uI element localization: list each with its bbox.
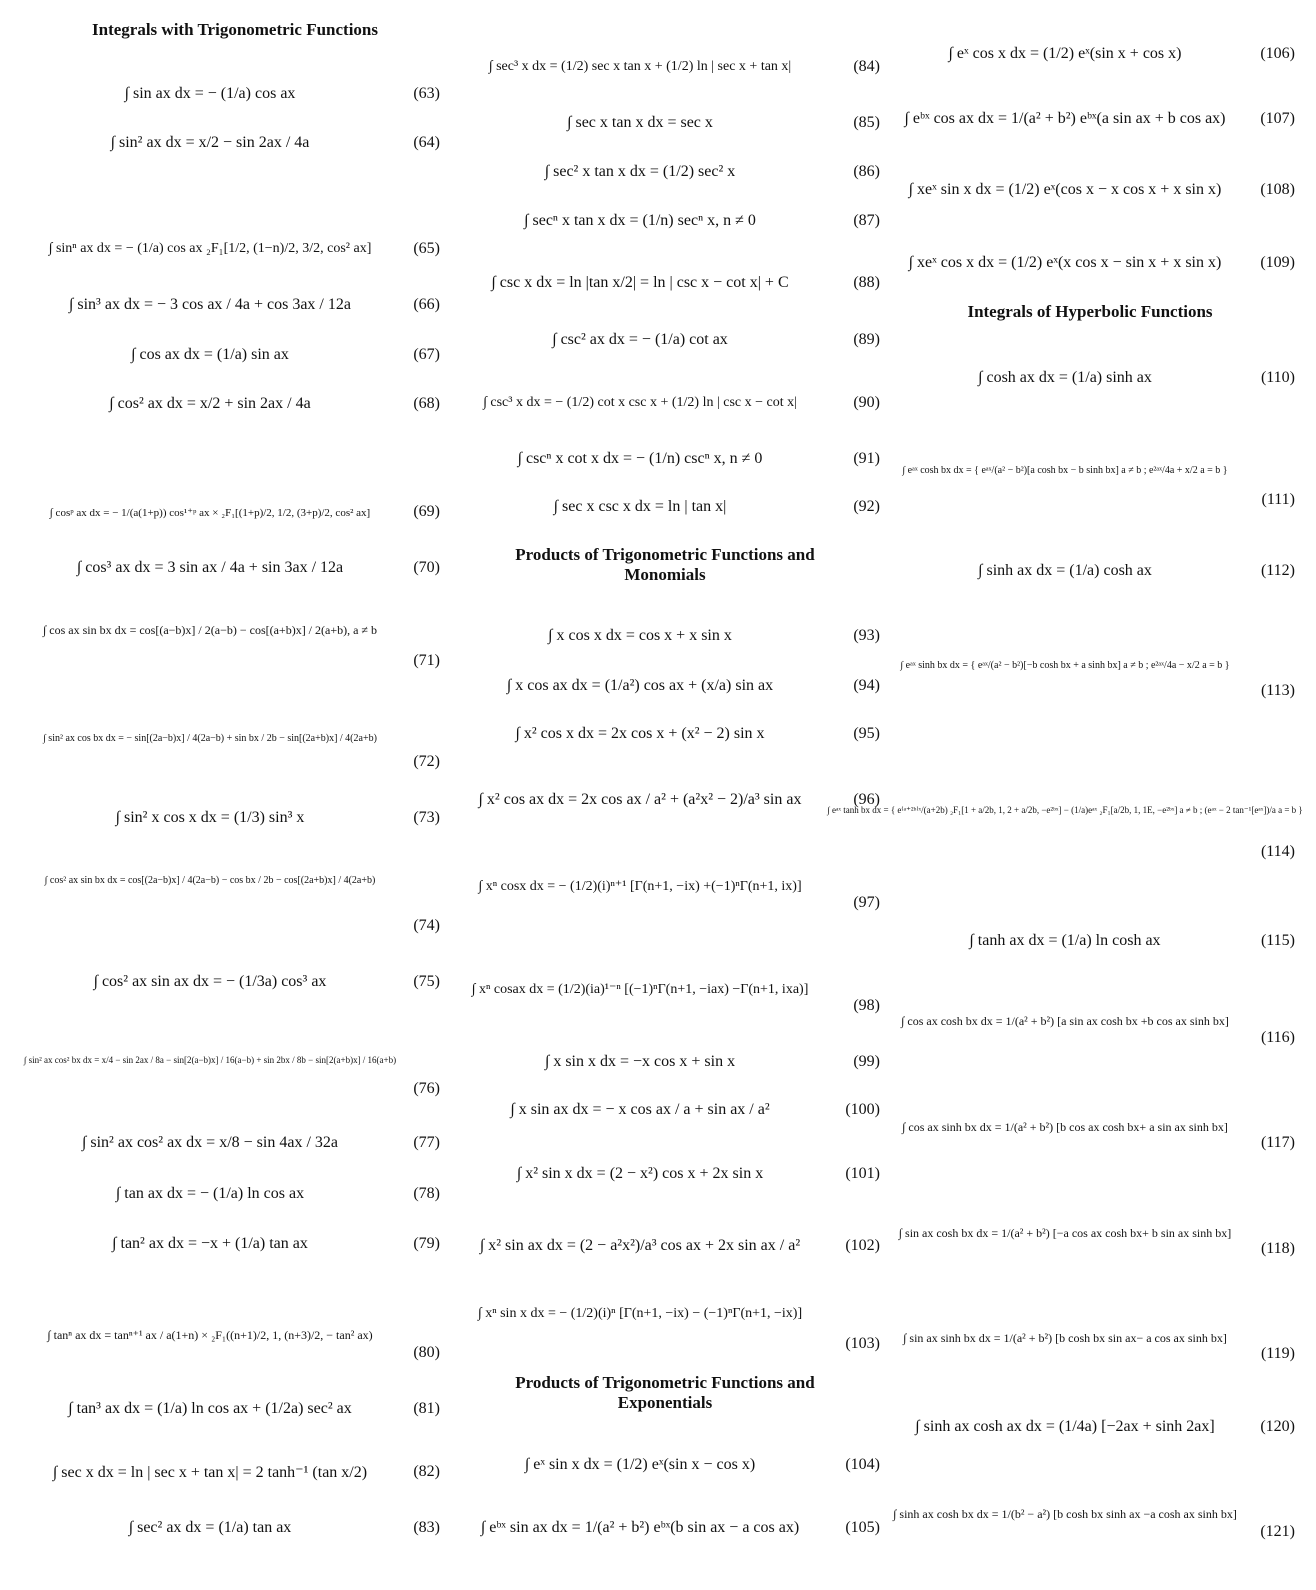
equation-expression: ∫ sinh ax cosh ax dx = (1/4a) [−2ax + sinh 2ax] <box>915 1418 1215 1435</box>
equation-number: (75) <box>413 973 440 990</box>
equation-85 <box>450 109 880 137</box>
equation-expression: ∫ sinh ax cosh bx dx = 1/(b² − a²) [b cosh bx sinh ax −a cosh ax sinh bx] <box>893 1506 1237 1521</box>
equation-87 <box>450 207 880 235</box>
equation-63 <box>30 80 440 108</box>
equation-number: (102) <box>845 1237 880 1254</box>
equation-expression: ∫ csc³ x dx = − (1/2) cot x csc x + (1/2) ln | csc x − cot x| <box>483 395 797 410</box>
equation-expression: ∫ sinh ax dx = (1/a) cosh ax <box>978 562 1152 579</box>
equation-expression: ∫ eᵇˣ cos ax dx = 1/(a² + b²) eᵇˣ(a sin ax + b cos ax) <box>904 110 1226 127</box>
equation-number: (66) <box>413 296 440 313</box>
equation-number: (89) <box>853 331 880 348</box>
equation-number: (104) <box>845 1456 880 1473</box>
equation-expression: ∫ eˣ cos x dx = (1/2) eˣ(sin x + cos x) <box>948 45 1182 62</box>
equation-92 <box>450 493 880 521</box>
equation-expression: ∫ xeˣ cos x dx = (1/2) eˣ(x cos x − sin x + x sin x) <box>908 254 1222 271</box>
equation-number: (119) <box>1260 1345 1295 1362</box>
equation-number: (101) <box>845 1165 880 1182</box>
equation-100 <box>450 1096 880 1124</box>
equation-expression: ∫ x sin ax dx = − x cos ax / a + sin ax / a² <box>510 1101 770 1118</box>
equation-expression: ∫ cos³ ax dx = 3 sin ax / 4a + sin 3ax / 12a <box>76 559 344 576</box>
equation-107 <box>885 105 1295 133</box>
equation-number: (86) <box>853 163 880 180</box>
equation-expression: ∫ eˣ sin x dx = (1/2) eˣ(sin x − cos x) <box>524 1456 756 1473</box>
equation-67 <box>30 341 440 369</box>
equation-number: (77) <box>413 1134 440 1151</box>
equation-number: (79) <box>413 1235 440 1252</box>
equation-66 <box>30 291 440 319</box>
equation-77 <box>30 1129 440 1157</box>
equation-expression: ∫ sin² x cos x dx = (1/3) sin³ x <box>115 809 305 826</box>
equation-expression: ∫ sin² ax dx = x/2 − sin 2ax / 4a <box>110 134 310 151</box>
equation-number: (67) <box>413 346 440 363</box>
equation-expression: ∫ x² cos ax dx = 2x cos ax / a² + (a²x² − 2)/a³ sin ax <box>478 791 802 808</box>
equation-expression: ∫ sin² ax cos bx dx = − sin[(2a−b)x] / 4(2a−b) + sin bx / 2b − sin[(2a+b)x] / 4(2a+b) <box>43 732 377 744</box>
equation-expression: ∫ sin ax dx = − (1/a) cos ax <box>124 85 296 102</box>
equation-expression: ∫ xⁿ cosax dx = (1/2)(ia)¹⁻ⁿ [(−1)ⁿΓ(n+1, −iax) −Γ(n+1, ixa)] <box>471 981 809 997</box>
equation-expression: ∫ eᵃˣ cosh bx dx = { eᵃˣ/(a² − b²)[a cosh bx − b sinh bx] a ≠ b ; e²ᵃˣ/4a + x/2 a = b } <box>902 464 1228 476</box>
heading-hyperbolic: Integrals of Hyperbolic Functions <box>967 302 1213 321</box>
equation-number: (87) <box>853 212 880 229</box>
equation-number: (112) <box>1260 562 1295 579</box>
equation-74 <box>30 866 440 894</box>
equation-expression: ∫ cos² ax sin bx dx = cos[(2a−b)x] / 4(2a−b) − cos bx / 2b − cos[(2a+b)x] / 4(2a+b) <box>44 874 376 886</box>
equation-number: (90) <box>853 394 880 411</box>
equation-117 <box>885 1113 1295 1141</box>
equation-91 <box>450 445 880 473</box>
equation-number: (80) <box>413 1344 440 1361</box>
equation-expression: ∫ cosᵖ ax dx = − 1/(a(1+p)) cos¹⁺ᵖ ax × ₂F₁[(1+p)/2, 1/2, (3+p)/2, cos² ax] <box>49 506 371 519</box>
equation-expression: ∫ sec x csc x dx = ln | tan x| <box>553 498 727 515</box>
equation-expression: ∫ cos² ax sin ax dx = − (1/3a) cos³ ax <box>93 973 327 990</box>
equation-number: (97) <box>853 894 880 911</box>
equation-number: (95) <box>853 725 880 742</box>
equation-73 <box>30 804 440 832</box>
equation-98 <box>450 975 880 1003</box>
equation-expression: ∫ cos ax cosh bx dx = 1/(a² + b²) [a sin ax cosh bx +b cos ax sinh bx] <box>901 1013 1229 1028</box>
equation-68 <box>30 390 440 418</box>
equation-number: (105) <box>845 1519 880 1536</box>
equation-expression: ∫ sin ax cosh bx dx = 1/(a² + b²) [−a cos ax cosh bx+ b sin ax sinh bx] <box>898 1225 1232 1240</box>
equation-78 <box>30 1180 440 1208</box>
equation-number: (115) <box>1260 932 1295 949</box>
equation-106 <box>885 40 1295 68</box>
equation-expression: ∫ tan ax dx = − (1/a) ln cos ax <box>115 1185 305 1202</box>
equation-104 <box>450 1451 880 1479</box>
equation-expression: ∫ sin² ax cos² bx dx = x/4 − sin 2ax / 8a − sin[2(a−b)x] / 16(a−b) + sin 2bx / 8b − sin[2(a+b)x] / 16(a+b) <box>23 1055 397 1065</box>
equation-101 <box>450 1160 880 1188</box>
equation-number: (71) <box>413 652 440 669</box>
equation-number: (85) <box>853 114 880 131</box>
equation-expression: ∫ tanh ax dx = (1/a) ln cosh ax <box>969 932 1161 949</box>
equation-number: (76) <box>413 1080 440 1097</box>
equation-number: (73) <box>413 809 440 826</box>
equation-expression: ∫ cos² ax dx = x/2 + sin 2ax / 4a <box>109 395 311 412</box>
equation-number: (74) <box>413 917 440 934</box>
equation-number: (100) <box>845 1101 880 1118</box>
equation-number: (107) <box>1260 110 1295 127</box>
equation-expression: ∫ cosh ax dx = (1/a) sinh ax <box>978 369 1152 386</box>
equation-102 <box>450 1232 880 1260</box>
equation-expression: ∫ cos ax sinh bx dx = 1/(a² + b²) [b cos ax cosh bx+ a sin ax sinh bx] <box>902 1119 1228 1134</box>
equation-number: (99) <box>853 1053 880 1070</box>
equation-number: (109) <box>1260 254 1295 271</box>
equation-expression: ∫ x cos ax dx = (1/a²) cos ax + (x/a) sin ax <box>506 677 774 694</box>
equation-96 <box>450 786 880 814</box>
equation-number: (65) <box>413 240 440 257</box>
equation-number: (110) <box>1260 369 1295 386</box>
equation-89 <box>450 326 880 354</box>
equation-number: (72) <box>413 753 440 770</box>
equation-expression: ∫ sec x tan x dx = sec x <box>567 114 713 131</box>
equation-94 <box>450 672 880 700</box>
equation-number: (118) <box>1260 1240 1295 1257</box>
equation-number: (68) <box>413 395 440 412</box>
equation-79 <box>30 1230 440 1258</box>
equation-number: (96) <box>853 791 880 808</box>
equation-69 <box>30 498 440 526</box>
equation-115 <box>885 927 1295 955</box>
heading-trig-monomials: Products of Trigonometric Functions and Monomials <box>515 545 815 584</box>
equation-72 <box>30 724 440 752</box>
equation-expression: ∫ x² cos x dx = 2x cos x + (x² − 2) sin x <box>515 725 765 742</box>
equation-64 <box>30 129 440 157</box>
equation-97 <box>450 872 880 900</box>
equation-expression: ∫ x² sin ax dx = (2 − a²x²)/a³ cos ax + 2x sin ax / a² <box>479 1237 801 1254</box>
equation-121 <box>885 1500 1295 1528</box>
equation-112 <box>885 557 1295 585</box>
equation-90 <box>450 389 880 417</box>
equation-number: (91) <box>853 450 880 467</box>
equation-expression: ∫ sec x dx = ln | sec x + tan x| = 2 tanh⁻¹ (tan x/2) <box>52 1464 368 1481</box>
equation-expression: ∫ tanⁿ ax dx = tanⁿ⁺¹ ax / a(1+n) × ₂F₁((n+1)/2, 1, (n+3)/2, − tan² ax) <box>47 1327 373 1342</box>
equation-number: (93) <box>853 627 880 644</box>
equation-number: (92) <box>853 498 880 515</box>
equation-expression: ∫ x² sin x dx = (2 − x²) cos x + 2x sin x <box>516 1165 764 1182</box>
equation-83 <box>30 1514 440 1542</box>
equation-103 <box>450 1300 880 1328</box>
equation-119 <box>885 1324 1295 1352</box>
equation-number: (82) <box>413 1463 440 1480</box>
equation-number: (113) <box>1260 682 1295 699</box>
equation-86 <box>450 158 880 186</box>
equation-expression: ∫ secⁿ x tan x dx = (1/n) secⁿ x, n ≠ 0 <box>524 212 756 229</box>
equation-number: (117) <box>1260 1134 1295 1151</box>
equation-expression: ∫ cscⁿ x cot x dx = − (1/n) cscⁿ x, n ≠ 0 <box>517 450 763 467</box>
equation-expression: ∫ csc² ax dx = − (1/a) cot ax <box>552 331 728 348</box>
equation-number: (103) <box>845 1335 880 1352</box>
equation-number: (106) <box>1260 45 1295 62</box>
equation-number: (98) <box>853 997 880 1014</box>
equation-expression: ∫ eᵃˣ sinh bx dx = { eᵃˣ/(a² − b²)[−b cosh bx + a sinh bx] a ≠ b ; e²ᵃˣ/4a − x/2 a = b } <box>900 659 1230 671</box>
equation-number: (114) <box>1260 843 1295 860</box>
equation-expression: ∫ cos ax sin bx dx = cos[(a−b)x] / 2(a−b) − cos[(a+b)x] / 2(a+b), a ≠ b <box>42 622 378 637</box>
equation-70 <box>30 554 440 582</box>
equation-number: (64) <box>413 134 440 151</box>
equation-expression: ∫ eᵃˣ tanh bx dx = { e⁽ᵃ⁺²ᵇ⁾ˣ/(a+2b) ₂F₁[1 + a/2b, 1, 2 + a/2b, −e²ᵇˣ] − (1/a)eᵃˣ ₂F₁[a/2b, 1, 1E, −e²ᵇˣ] a ≠ b ; (eᵃˣ − 2 tan⁻¹[eᵃˣ])/a a = b } <box>827 804 1303 815</box>
equation-expression: ∫ sin² ax cos² ax dx = x/8 − sin 4ax / 32a <box>82 1134 338 1151</box>
equation-expression: ∫ sinⁿ ax dx = − (1/a) cos ax ₂F₁[1/2, (1−n)/2, 3/2, cos² ax] <box>48 241 372 256</box>
equation-110 <box>885 364 1295 392</box>
equation-expression: ∫ cos ax dx = (1/a) sin ax <box>131 346 289 363</box>
equation-number: (94) <box>853 677 880 694</box>
equation-93 <box>450 622 880 650</box>
equation-71 <box>30 616 440 644</box>
equation-108 <box>885 176 1295 204</box>
equation-expression: ∫ x sin x dx = −x cos x + sin x <box>544 1053 736 1070</box>
equation-number: (108) <box>1260 181 1295 198</box>
equation-expression: ∫ tan² ax dx = −x + (1/a) tan ax <box>112 1235 308 1252</box>
equation-expression: ∫ csc x dx = ln |tan x/2| = ln | csc x − cot x| + C <box>491 274 789 291</box>
equation-number: (70) <box>413 559 440 576</box>
equation-number: (63) <box>413 85 440 102</box>
equation-number: (69) <box>413 503 440 520</box>
equation-expression: ∫ sin ax sinh bx dx = 1/(a² + b²) [b cosh bx sin ax− a cos ax sinh bx] <box>903 1330 1227 1345</box>
equation-expression: ∫ xeˣ sin x dx = (1/2) eˣ(cos x − x cos x + x sin x) <box>908 181 1222 198</box>
equation-number: (78) <box>413 1185 440 1202</box>
equation-expression: ∫ sec² x tan x dx = (1/2) sec² x <box>544 163 736 180</box>
equation-number: (120) <box>1260 1418 1295 1435</box>
equation-expression: ∫ tan³ ax dx = (1/a) ln cos ax + (1/2a) sec² ax <box>68 1400 352 1417</box>
equation-number: (81) <box>413 1400 440 1417</box>
equation-111 <box>885 456 1295 484</box>
equation-number: (121) <box>1260 1523 1295 1540</box>
equation-expression: ∫ sec² ax dx = (1/a) tan ax <box>128 1519 292 1536</box>
equation-expression: ∫ xⁿ cosx dx = − (1/2)(i)ⁿ⁺¹ [Γ(n+1, −ix) +(−1)ⁿΓ(n+1, ix)] <box>478 878 802 894</box>
equation-120 <box>885 1413 1295 1441</box>
equation-number: (84) <box>853 58 880 75</box>
equation-84 <box>450 53 880 81</box>
equation-76 <box>23 1046 440 1074</box>
equation-number: (83) <box>413 1519 440 1536</box>
equation-expression: ∫ sin³ ax dx = − 3 cos ax / 4a + cos 3ax / 12a <box>69 296 351 313</box>
heading-trig: Integrals with Trigonometric Functions <box>92 20 378 39</box>
equation-80 <box>30 1321 440 1349</box>
equation-expression: ∫ sec³ x dx = (1/2) sec x tan x + (1/2) ln | sec x + tan x| <box>488 59 792 74</box>
equation-81 <box>30 1395 440 1423</box>
equation-expression: ∫ eᵇˣ sin ax dx = 1/(a² + b²) eᵇˣ(b sin ax − a cos ax) <box>480 1519 800 1536</box>
equation-82 <box>30 1458 440 1486</box>
equation-109 <box>885 249 1295 277</box>
equation-number: (116) <box>1260 1029 1295 1046</box>
equation-75 <box>30 968 440 996</box>
equation-118 <box>885 1219 1295 1247</box>
equation-88 <box>450 269 880 297</box>
equation-113 <box>885 651 1295 679</box>
equation-95 <box>450 720 880 748</box>
equation-65 <box>30 235 440 263</box>
equation-number: (111) <box>1261 491 1295 508</box>
equation-number: (88) <box>853 274 880 291</box>
equation-116 <box>885 1007 1295 1035</box>
equation-expression: ∫ xⁿ sin x dx = − (1/2)(i)ⁿ [Γ(n+1, −ix) − (−1)ⁿΓ(n+1, −ix)] <box>477 1306 803 1321</box>
equation-105 <box>450 1514 880 1542</box>
heading-trig-exponentials: Products of Trigonometric Functions and Exponentials <box>515 1373 815 1412</box>
equation-expression: ∫ x cos x dx = cos x + x sin x <box>548 627 732 644</box>
equation-99 <box>450 1048 880 1076</box>
